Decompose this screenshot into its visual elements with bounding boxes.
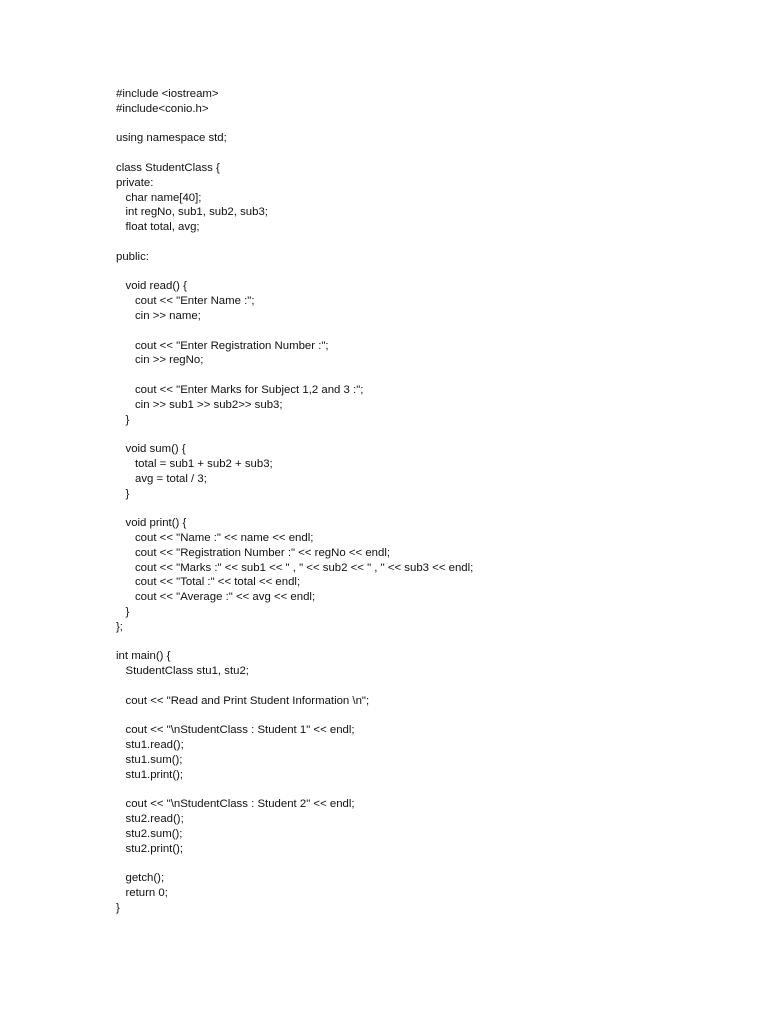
code-line: cout << "Total :" << total << endl; [116, 576, 301, 589]
code-line: total = sub1 + sub2 + sub3; [116, 457, 273, 470]
code-line: class StudentClass { [116, 161, 220, 174]
code-line [116, 265, 473, 280]
code-line: stu2.read(); [116, 813, 184, 826]
code-line: }; [116, 620, 123, 633]
code-line [116, 634, 473, 649]
code-line [116, 368, 473, 383]
code-line: } [116, 901, 120, 914]
code-line [116, 782, 473, 797]
code-line: cout << "Registration Number :" << regNo << endl; [116, 546, 391, 559]
code-line: } [116, 605, 130, 618]
code-line: cout << "Read and Print Student Information \n"; [116, 694, 370, 707]
code-line [116, 427, 473, 442]
code-line: public: [116, 250, 149, 263]
code-line [116, 324, 473, 339]
code-line: } [116, 413, 130, 426]
code-line: float total, avg; [116, 221, 200, 234]
code-line: getch(); [116, 872, 165, 885]
code-line: using namespace std; [116, 132, 227, 145]
code-line: int main() { [116, 650, 171, 663]
code-line: #include<conio.h> [116, 102, 209, 115]
code-line: cout << "\nStudentClass : Student 2" << endl; [116, 798, 355, 811]
code-line: StudentClass stu1, stu2; [116, 665, 249, 678]
code-line: stu2.sum(); [116, 827, 183, 840]
code-line: cin >> name; [116, 309, 201, 322]
code-line: stu1.print(); [116, 768, 184, 781]
code-line: stu1.sum(); [116, 753, 183, 766]
code-line: cout << "Average :" << avg << endl; [116, 591, 316, 604]
code-line [116, 117, 473, 132]
code-line: cin >> sub1 >> sub2>> sub3; [116, 398, 283, 411]
code-line: void sum() { [116, 443, 186, 456]
code-line [116, 708, 473, 723]
code-line [116, 679, 473, 694]
code-line: private: [116, 176, 154, 189]
code-line: char name[40]; [116, 191, 202, 204]
code-line [116, 235, 473, 250]
code-line: avg = total / 3; [116, 472, 207, 485]
code-line: cout << "Enter Registration Number :"; [116, 339, 329, 352]
code-line: } [116, 487, 130, 500]
code-line: stu2.print(); [116, 842, 184, 855]
code-line [116, 146, 473, 161]
code-line [116, 856, 473, 871]
code-line: int regNo, sub1, sub2, sub3; [116, 206, 268, 219]
code-line: cout << "\nStudentClass : Student 1" << endl; [116, 724, 355, 737]
code-line: cin >> regNo; [116, 354, 204, 367]
code-line: return 0; [116, 887, 168, 900]
code-line: stu1.read(); [116, 739, 184, 752]
code-line: cout << "Marks :" << sub1 << " , " << sub2 << " , " << sub3 << endl; [116, 561, 474, 574]
code-line: cout << "Enter Name :"; [116, 295, 255, 308]
code-line: void print() { [116, 517, 187, 530]
code-line: void read() { [116, 280, 187, 293]
code-line: cout << "Enter Marks for Subject 1,2 and 3 :"; [116, 383, 364, 396]
source-code-listing [116, 87, 473, 916]
code-line [116, 501, 473, 516]
code-line: cout << "Name :" << name << endl; [116, 531, 314, 544]
code-line: #include <iostream> [116, 88, 219, 100]
